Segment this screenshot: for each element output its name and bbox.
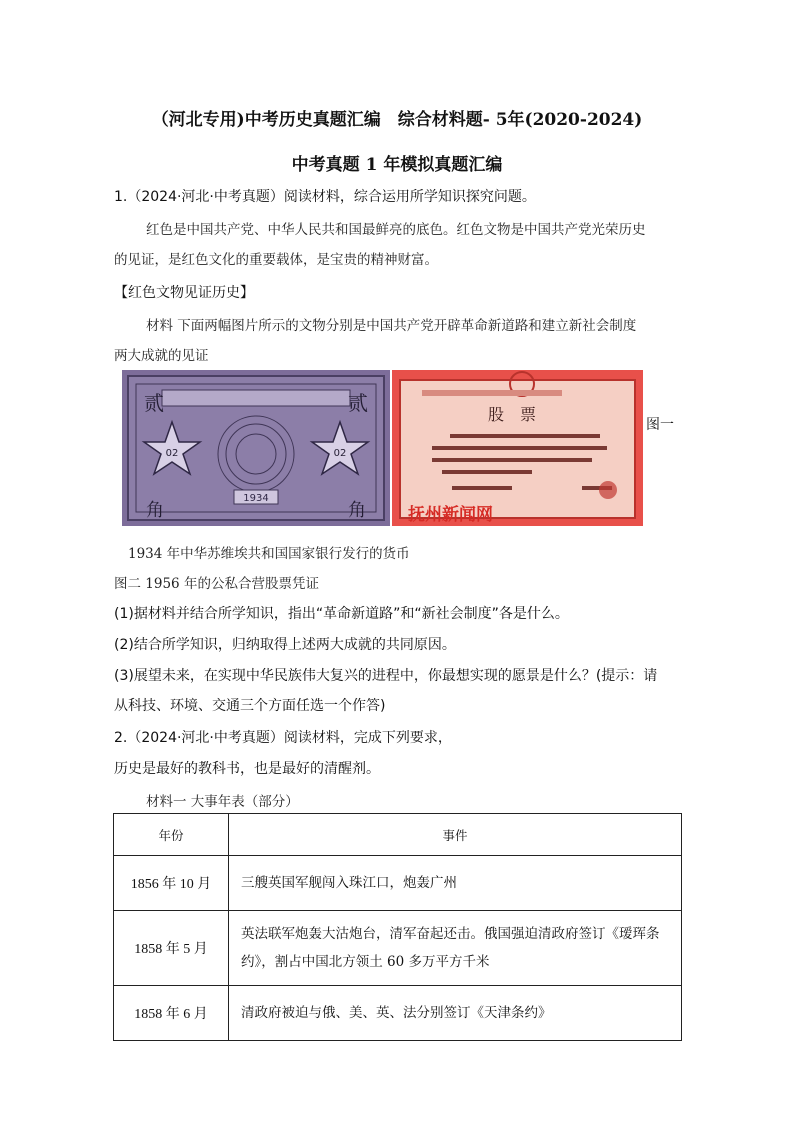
table-row bbox=[114, 986, 682, 1041]
table-row bbox=[114, 856, 682, 911]
q1-material-line1: 材料 下面两幅图片所示的文物分别是中国共产党开辟革命新道路和建立新社会制度 bbox=[146, 318, 637, 334]
q1-sub-question-2: (2)结合所学知识，归纳取得上述两大成就的共同原因。 bbox=[114, 637, 456, 653]
row-year: 1856 年 10 月 bbox=[114, 856, 229, 911]
row-year: 1858 年 6 月 bbox=[114, 986, 229, 1041]
page-title: （河北专用)中考历史真题汇编 综合材料题- 5年(2020-2024) bbox=[151, 110, 643, 130]
q1-section-title: 【红色文物见证历史】 bbox=[114, 285, 254, 301]
event-line: 约》，割占中国北方领土 60 多万平方千米 bbox=[241, 954, 490, 970]
banknote-denom-right: 贰 bbox=[348, 391, 368, 415]
banknote-image bbox=[122, 370, 390, 526]
row-event bbox=[229, 986, 682, 1041]
header-year: 年份 bbox=[114, 814, 229, 856]
events-table bbox=[113, 813, 682, 1041]
banknote-denom-left: 贰 bbox=[144, 391, 164, 415]
page-subtitle: 中考真题 1 年模拟真题汇编 bbox=[291, 155, 503, 175]
question-1-header: 1.（2024·河北·中考真题）阅读材料，综合运用所学知识探究问题。 bbox=[114, 189, 536, 205]
question-2-header: 2.（2024·河北·中考真题）阅读材料，完成下列要求， bbox=[114, 730, 452, 746]
q1-intro-line2: 的见证，是红色文化的重要载体，是宝贵的精神财富。 bbox=[114, 252, 438, 268]
q2-material-title: 材料一 大事年表（部分） bbox=[146, 794, 299, 810]
q1-material-line2: 两大成就的见证 bbox=[114, 348, 209, 364]
row-event bbox=[229, 856, 682, 911]
q1-sub-question-3-line1: (3)展望未来，在实现中华民族伟大复兴的进程中，你最想实现的愿景是什么？(提示：请 bbox=[114, 668, 658, 684]
certificate-watermark: 抚州新闻网 bbox=[408, 505, 493, 525]
banknote-year: 1934 bbox=[243, 493, 269, 504]
event-line: 英法联军炮轰大沽炮台，清军奋起还击。俄国强迫清政府签订《瑷珲条 bbox=[241, 926, 660, 942]
certificate-heading: 股 票 bbox=[487, 405, 537, 424]
row-event bbox=[229, 911, 682, 986]
table-row bbox=[114, 911, 682, 986]
event-line: 清政府被迫与俄、美、英、法分别签订《天津条约》 bbox=[241, 1005, 552, 1021]
banknote-code-left: 02 bbox=[165, 448, 179, 459]
figure-1-label: 图一 bbox=[646, 417, 674, 433]
q2-line2: 历史是最好的教科书，也是最好的清醒剂。 bbox=[114, 761, 380, 777]
q1-sub-question-1: (1)据材料并结合所学知识，指出“革命新道路”和“新社会制度”各是什么。 bbox=[114, 606, 569, 622]
event-line: 三艘英国军舰闯入珠江口，炮轰广州 bbox=[241, 875, 457, 891]
banknote-code-right: 02 bbox=[333, 448, 347, 459]
banknote-bottom-left: 角 bbox=[146, 500, 164, 521]
q1-sub-question-3-line2: 从科技、环境、交通三个方面任选一个作答) bbox=[114, 698, 386, 714]
caption-figure-2: 图二 1956 年的公私合营股票凭证 bbox=[114, 576, 319, 592]
table-header-row bbox=[114, 814, 682, 856]
header-event: 事件 bbox=[229, 814, 682, 856]
q1-intro-line1: 红色是中国共产党、中华人民共和国最鲜亮的底色。红色文物是中国共产党光荣历史 bbox=[146, 222, 646, 238]
row-year: 1858 年 5 月 bbox=[114, 911, 229, 986]
stock-certificate-image bbox=[392, 370, 643, 526]
caption-figure-1: 1934 年中华苏维埃共和国国家银行发行的货币 bbox=[128, 546, 410, 562]
banknote-bottom-right: 角 bbox=[348, 500, 366, 521]
